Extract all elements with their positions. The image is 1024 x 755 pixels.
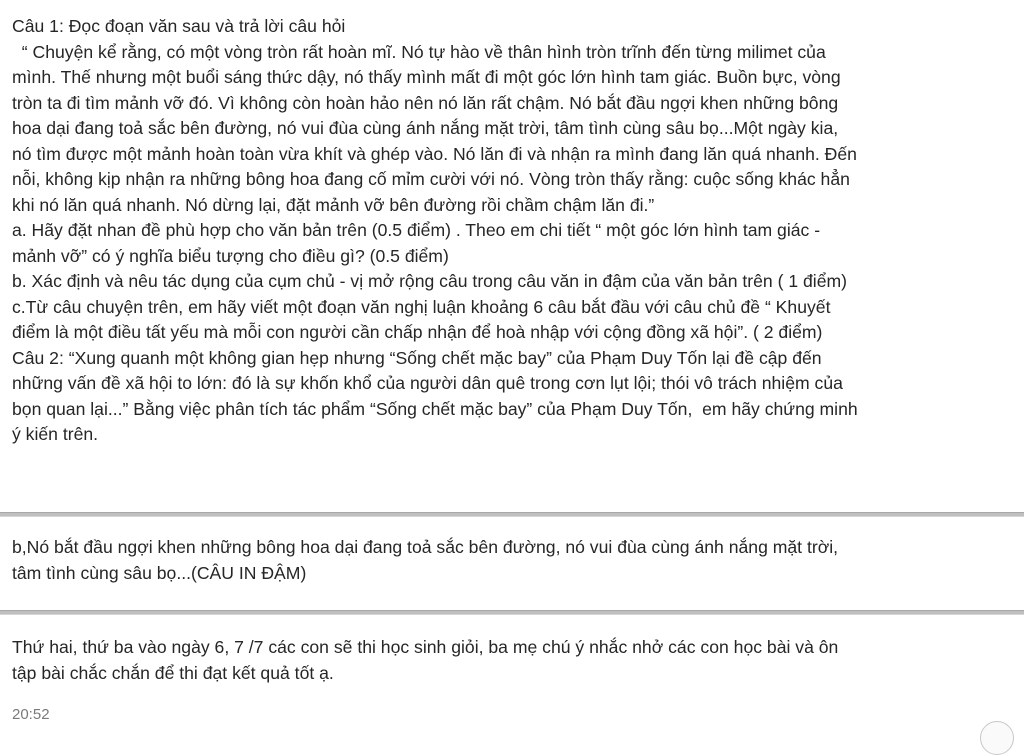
message-line: hoa dại đang toả sắc bên đường, nó vui đùa cùng ánh nắng mặt trời, tâm tình cùng sâu bọ...Một ngày kia,	[12, 118, 839, 138]
message-line: a. Hãy đặt nhan đề phù hợp cho văn bản trên (0.5 điểm) . Theo em chi tiết “ một góc lớn hình tam giác -	[12, 220, 821, 240]
message-line: b. Xác định và nêu tác dụng của cụm chủ - vị mở rộng câu trong câu văn in đậm của văn bản trên ( 1 điểm)	[12, 271, 847, 291]
message-line: b,Nó bắt đầu ngợi khen những bông hoa dại đang toả sắc bên đường, nó vui đùa cùng ánh nắng mặt trời,	[12, 537, 839, 557]
message-line: ý kiến trên.	[12, 424, 99, 444]
reaction-icon[interactable]	[980, 721, 1014, 755]
message-line: khi nó lăn quá nhanh. Nó dừng lại, đặt mảnh vỡ bên đường rồi chầm chậm lăn đi.”	[12, 194, 655, 215]
message-line: bọn quan lại...” Bằng việc phân tích tác phẩm “Sống chết mặc bay” của Phạm Duy Tốn, em hãy chứng minh	[12, 398, 858, 419]
message-line: tâm tình cùng sâu bọ...(CÂU IN ĐẬM)	[12, 562, 307, 583]
message-line: mảnh vỡ” có ý nghĩa biểu tượng cho điều gì? (0.5 điểm)	[12, 245, 449, 266]
message-timestamp: 20:52	[12, 706, 50, 723]
message-line: nó tìm được một mảnh hoàn toàn vừa khít và ghép vào. Nó lăn đi và nhận ra mình đang lăn quá nhanh. Đến	[12, 143, 857, 164]
message-line: Câu 1: Đọc đoạn văn sau và trả lời câu hỏi	[12, 16, 346, 36]
message-line: Thứ hai, thứ ba vào ngày 6, 7 /7 các con sẽ thi học sinh giỏi, ba mẹ chú ý nhắc nhở các con học bài và ôn	[12, 637, 839, 657]
message-line: Câu 2: “Xung quanh một không gian hẹp nhưng “Sống chết mặc bay” của Phạm Duy Tốn lại đề cập đến	[12, 347, 822, 368]
message-line: mình. Thế nhưng một buổi sáng thức dậy, nó thấy mình mất đi một góc lớn hình tam giác. Buồn bực, vòng	[12, 67, 841, 87]
message-line: “ Chuyện kể rằng, có một vòng tròn rất hoàn mĩ. Nó tự hào về thân hình tròn trĩnh đến từng milimet của	[12, 41, 826, 62]
message-line: những vấn đề xã hội to lớn: đó là sự khốn khổ của người dân quê trong cơn lụt lội; thói vô trách nhiệm của	[12, 373, 843, 393]
message-line: nỗi, không kịp nhận ra những bông hoa đang cố mỉm cười với nó. Vòng tròn thấy rằng: cuộc sống khác hẳn	[12, 169, 850, 189]
message-bubble-announcement	[0, 615, 1024, 739]
message-line: tập bài chắc chắn để thi đạt kết quả tốt ạ.	[12, 662, 334, 683]
message-line: điểm là một điều tất yếu mà mỗi con người cần chấp nhận để hoà nhập với cộng đồng xã hội”. ( 2 điểm)	[12, 322, 823, 342]
message-line: c.Từ câu chuyện trên, em hãy viết một đoạn văn nghị luận khoảng 6 câu bắt đầu với câu chủ đề “ Khuyết	[12, 296, 831, 317]
message-bubble-bold-sentence	[0, 517, 1024, 610]
message-line: tròn ta đi tìm mảnh vỡ đó. Vì không còn hoàn hảo nên nó lăn rất chậm. Nó bắt đầu ngợi khen những bông	[12, 92, 839, 113]
